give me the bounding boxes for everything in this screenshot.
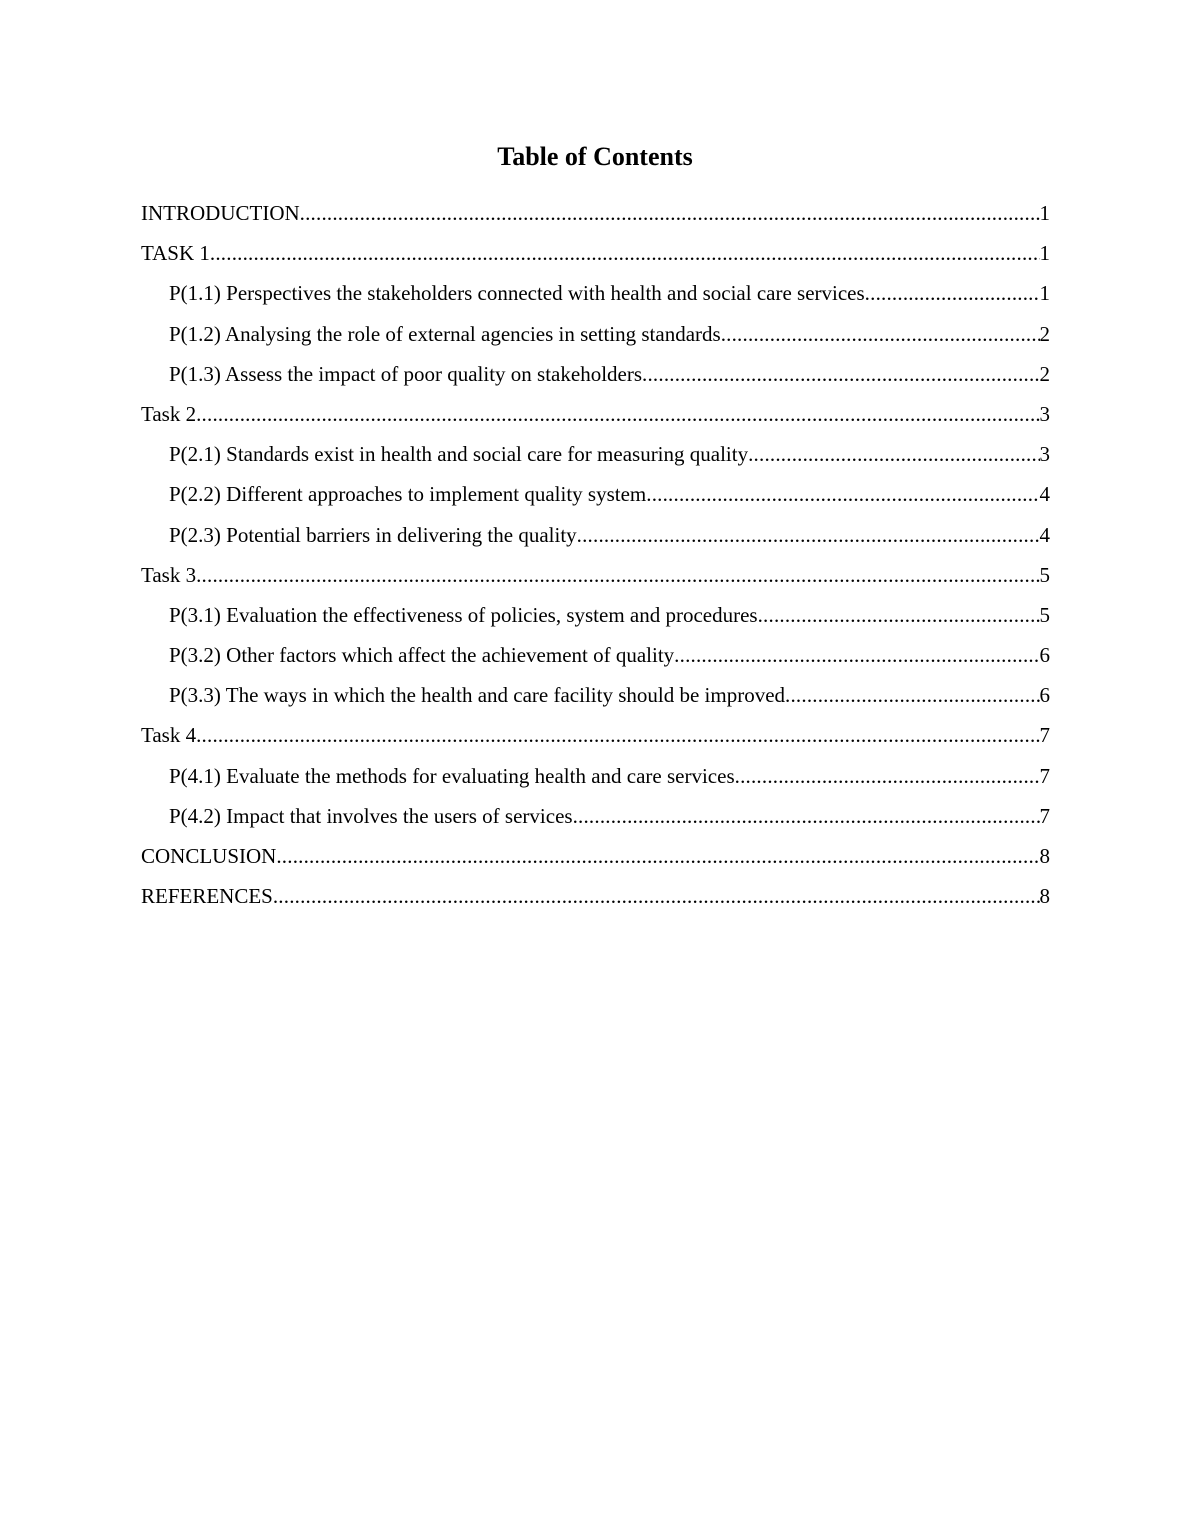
toc-page-number: 6 [1039, 683, 1050, 708]
toc-entry-text: P(4.1) Evaluate the methods for evaluating health and care services [169, 763, 735, 788]
toc-dot-leader [735, 759, 1040, 793]
toc-entry-p3-1[interactable] [141, 598, 1050, 638]
toc-entry-task-4[interactable] [141, 718, 1050, 758]
toc-entry-p2-1[interactable] [141, 437, 1050, 477]
toc-entry-text: P(1.1) Perspectives the stakeholders connected with health and social care services [169, 281, 865, 306]
toc-dot-leader [196, 397, 1039, 431]
toc-entry-p4-2[interactable] [141, 799, 1050, 839]
toc-entry-p4-1[interactable] [141, 759, 1050, 799]
toc-dot-leader [674, 638, 1039, 672]
toc-entry-p3-3[interactable] [141, 678, 1050, 718]
toc-entry-task-1[interactable] [141, 236, 1050, 276]
toc-dot-leader [865, 276, 1040, 310]
toc-entry-text: INTRODUCTION [141, 201, 300, 225]
toc-page-number: 1 [1039, 241, 1050, 266]
toc-page-number: 7 [1039, 723, 1050, 748]
toc-dot-leader [573, 799, 1040, 833]
toc-entry-p1-3[interactable] [141, 357, 1050, 397]
toc-dot-leader [210, 236, 1040, 270]
toc-entry-p2-2[interactable] [141, 477, 1050, 517]
toc-page-number: 8 [1039, 844, 1050, 868]
toc-entry-text: TASK 1 [141, 241, 210, 266]
toc-entry-introduction[interactable] [141, 196, 1050, 236]
toc-page-number: 4 [1039, 522, 1050, 547]
toc-entry-references[interactable] [141, 879, 1050, 919]
toc-entry-text: P(4.2) Impact that involves the users of services [169, 803, 573, 828]
toc-entry-text: P(2.3) Potential barriers in delivering the quality [169, 522, 577, 547]
toc-entry-task-2[interactable] [141, 397, 1050, 437]
toc-entry-p2-3[interactable] [141, 518, 1050, 558]
toc-entry-text: Task 2 [141, 401, 197, 426]
toc-entry-text: P(1.2) Analysing the role of external agencies in setting standards [169, 321, 721, 346]
toc-dot-leader [273, 879, 1040, 913]
toc-dot-leader [748, 437, 1039, 471]
toc-entry-p1-2[interactable] [141, 317, 1050, 357]
toc-entry-p3-2[interactable] [141, 638, 1050, 678]
toc-entry-text: Task 3 [141, 562, 197, 587]
toc-entry-p1-1[interactable] [141, 276, 1050, 316]
toc-entry-text: P(3.2) Other factors which affect the achievement of quality [169, 643, 675, 668]
toc-page-number: 1 [1039, 201, 1050, 225]
toc-page-number: 3 [1039, 442, 1050, 467]
toc-entry-text: P(3.1) Evaluation the effectiveness of policies, system and procedures [169, 602, 758, 627]
toc-page-number: 4 [1039, 482, 1050, 507]
toc-dot-leader [642, 357, 1039, 391]
toc-entry-text: P(2.2) Different approaches to implement quality system [169, 482, 647, 507]
toc-page-number: 7 [1039, 803, 1050, 828]
toc-dot-leader [758, 598, 1040, 632]
toc-page-number: 2 [1039, 321, 1050, 346]
toc-entry-text: REFERENCES [141, 884, 273, 909]
toc-dot-leader [646, 477, 1039, 511]
toc-page-number: 2 [1039, 361, 1050, 386]
toc-entry-task-3[interactable] [141, 558, 1050, 598]
toc-dot-leader [577, 518, 1040, 552]
toc-page-number: 1 [1039, 281, 1050, 306]
toc-page-number: 3 [1039, 401, 1050, 426]
toc-entry-text: P(2.1) Standards exist in health and social care for measuring quality [169, 442, 749, 467]
toc-entry-conclusion[interactable] [141, 839, 1050, 879]
toc-entry-text: P(1.3) Assess the impact of poor quality on stakeholders [169, 361, 643, 386]
toc-page-number: 6 [1039, 643, 1050, 668]
toc-page-number: 8 [1039, 884, 1050, 909]
toc-page-number: 5 [1039, 602, 1050, 627]
toc-dot-leader [300, 196, 1040, 230]
toc-entry-text: Task 4 [141, 723, 197, 748]
toc-page-number: 5 [1039, 562, 1050, 587]
toc-dot-leader [785, 678, 1039, 712]
toc-dot-leader [276, 839, 1039, 873]
toc-list [141, 196, 1050, 919]
toc-dot-leader [721, 317, 1040, 351]
toc-dot-leader [196, 558, 1039, 592]
toc-entry-text: CONCLUSION [141, 844, 277, 868]
toc-title: Table of Contents [497, 142, 693, 171]
toc-dot-leader [196, 718, 1039, 752]
toc-entry-text: P(3.3) The ways in which the health and care facility should be improved [169, 683, 786, 708]
toc-page-number: 7 [1039, 763, 1050, 788]
